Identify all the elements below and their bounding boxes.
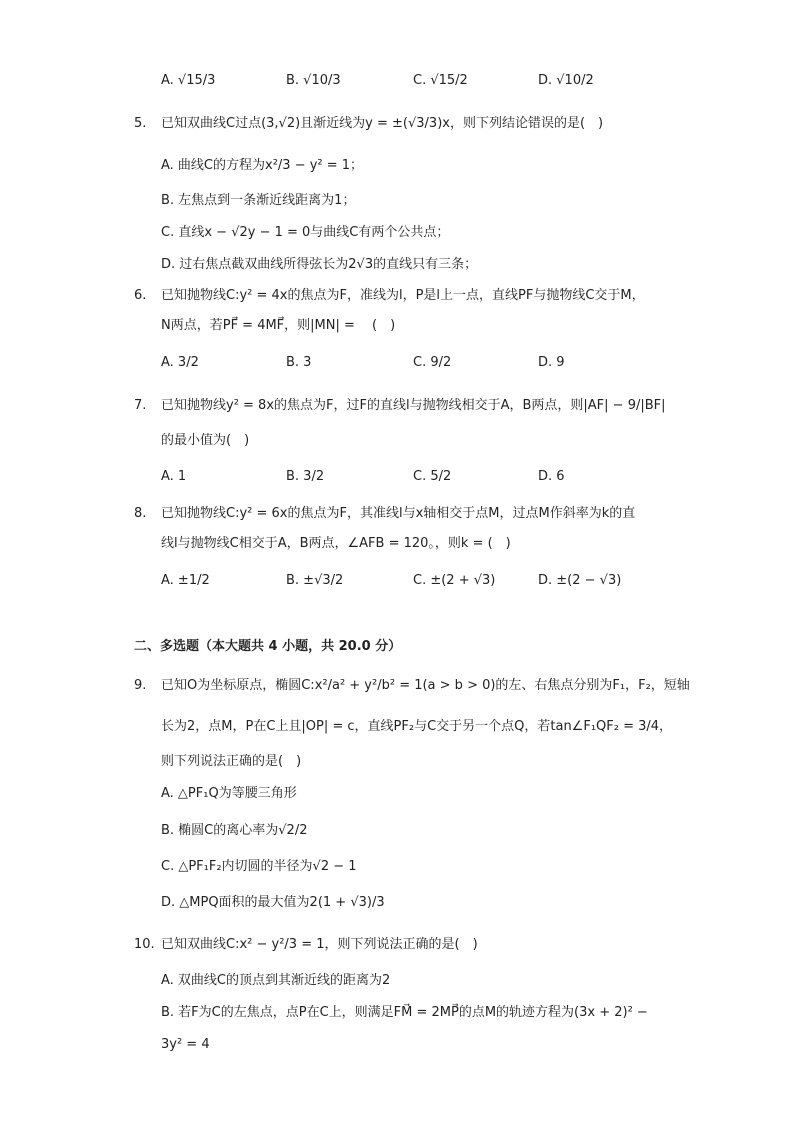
option-d: D. 过右焦点截双曲线所得弦长为2√3的直线只有三条； — [161, 257, 478, 272]
option-d: D. 6 — [538, 469, 565, 484]
option-a: A. 3/2 — [161, 355, 199, 370]
option-a: A. 1 — [161, 469, 187, 484]
question-stem: N两点，若PF⃗ = 4MF⃗，则|MN| = ( ) — [161, 318, 396, 333]
option-b: B. √10/3 — [286, 73, 341, 88]
option-a: A. 曲线C的方程为x²/3 − y² = 1； — [161, 158, 364, 173]
option-c: C. √15/2 — [413, 73, 468, 88]
question-number: 5. — [134, 116, 147, 131]
option-b: B. 3/2 — [286, 469, 325, 484]
option-c: C. 直线x − √2y − 1 = 0与曲线C有两个公共点； — [161, 225, 450, 240]
question-number: 7. — [134, 398, 147, 413]
option-d: D. √10/2 — [538, 73, 594, 88]
option-b: B. 3 — [286, 355, 312, 370]
option-c: C. 5/2 — [413, 469, 452, 484]
option-a: A. 双曲线C的顶点到其渐近线的距离为2 — [161, 973, 391, 988]
question-number: 6. — [134, 288, 147, 303]
option-c: C. ±(2 + √3) — [413, 573, 496, 588]
question-stem: 长为2，点M，P在C上且|OP| = c，直线PF₂与C交于另一个点Q，若tan∠F₁QF₂ = 3/4， — [161, 719, 673, 734]
option-a: A. ±1/2 — [161, 573, 210, 588]
option-b: B. 椭圆C的离心率为√2/2 — [161, 823, 308, 838]
question-stem: 线l与抛物线C相交于A，B两点，∠AFB = 120。，则k = ( ) — [161, 536, 511, 551]
option-d: D. △MPQ面积的最大值为2(1 + √3)/3 — [161, 895, 385, 910]
question-stem: 则下列说法正确的是( ) — [161, 754, 302, 769]
question-stem: 已知O为坐标原点，椭圆C:x²/a² + y²/b² = 1(a > b > 0)的左、右焦点分别为F₁，F₂，短轴 — [161, 678, 690, 693]
option-d: D. ±(2 − √3) — [538, 573, 622, 588]
question-number: 8. — [134, 506, 147, 521]
question-number: 9. — [134, 678, 147, 693]
option-d: D. 9 — [538, 355, 565, 370]
question-stem: 已知抛物线C:y² = 4x的焦点为F，准线为l，P是l上一点，直线PF与抛物线C交于M， — [161, 288, 645, 303]
question-stem: 已知抛物线y² = 8x的焦点为F，过F的直线l与抛物线相交于A，B两点，则|AF| − 9/|BF| — [161, 398, 666, 413]
option-b-continued: 3y² = 4 — [161, 1037, 210, 1052]
option-c: C. 9/2 — [413, 355, 452, 370]
question-number: 10. — [134, 937, 155, 952]
question-stem: 已知抛物线C:y² = 6x的焦点为F，其准线l与x轴相交于点M，过点M作斜率为k的直 — [161, 506, 636, 521]
option-c: C. △PF₁F₂内切圆的半径为√2 − 1 — [161, 859, 357, 874]
section-heading: 二、多选题（本大题共 4 小题，共 20.0 分） — [134, 639, 402, 654]
question-stem: 的最小值为( ) — [161, 433, 250, 448]
option-a: A. △PF₁Q为等腰三角形 — [161, 786, 297, 801]
question-stem: 已知双曲线C过点(3,√2)且渐近线为y = ±(√3/3)x，则下列结论错误的是( ) — [161, 116, 604, 131]
option-b: B. 左焦点到一条渐近线距离为1； — [161, 193, 356, 208]
question-stem: 已知双曲线C:x² − y²/3 = 1，则下列说法正确的是( ) — [161, 937, 478, 952]
option-b: B. ±√3/2 — [286, 573, 344, 588]
option-a: A. √15/3 — [161, 73, 216, 88]
option-b: B. 若F为C的左焦点，点P在C上，则满足FM⃗ = 2MP⃗的点M的轨迹方程为(3x + 2)² − — [161, 1005, 648, 1020]
